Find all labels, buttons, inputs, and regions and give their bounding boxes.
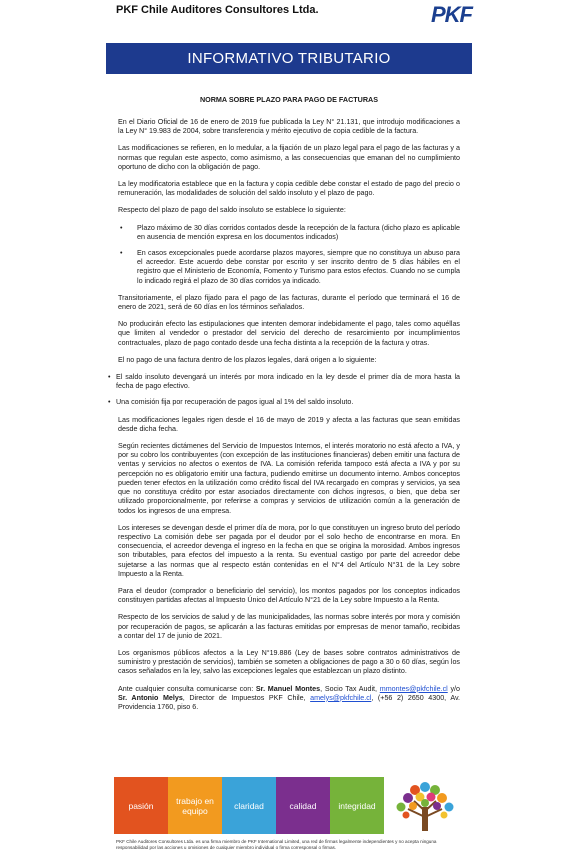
- email-link[interactable]: mmontes@pkfchile.cl: [379, 684, 448, 693]
- list-item: • El saldo insoluto devengará un interés por mora indicado en la ley desde el primer día de mora hasta la fecha de pago efectivo.: [108, 373, 460, 391]
- paragraph: Las modificaciones legales rigen desde el 16 de mayo de 2019 y afecta a las facturas que sean emitidas desde dicha fecha.: [118, 415, 460, 433]
- contact-name: Sr. Antonio Melys: [118, 693, 183, 702]
- value-quality: calidad: [276, 777, 330, 834]
- paragraph: Transitoriamente, el plazo fijado para el pago de las facturas, durante el período que terminará el 16 de enero de 2021, será de 60 días en los términos señalados.: [118, 293, 460, 312]
- paragraph: Respecto de los servicios de salud y de las municipalidades, las normas sobre interés por mora y comisión por recuperación de pagos, se aplicarán a las facturas emitidas por empresas de menor tamaño, recibidas a contar del 17 de junio de 2021.: [118, 613, 460, 640]
- contact-paragraph: Ante cualquier consulta comunicarse con: Sr. Manuel Montes, Socio Tax Audit, mmontes@pkfchile.cl y/o Sr. Antonio Melys, Director de Impuestos PKF Chile, amelys@pkfchile.cl, (+56 2) 2650 4300, Av. Providencia 1760, piso 6.: [118, 684, 460, 711]
- document-title: NORMA SOBRE PLAZO PARA PAGO DE FACTURAS: [199, 95, 379, 104]
- paragraph: En el Diario Oficial de 16 de enero de 2019 fue publicada la Ley N° 21.131, que introdujo modificaciones a la Ley N° 19.983 de 2004, sobre transferencia y mérito ejecutivo de copia cedible de la factura.: [118, 118, 460, 136]
- footer-disclaimer: PKF Chile Auditores Consultores Ltda. es una firma miembro de PKF International Limited, una red de firmas legalmente independientes y no acepta ninguna responsabilidad por las acciones u omisiones de cualquier miembro individual o firma corresponsal o firmas.: [116, 839, 437, 850]
- value-clarity: claridad: [222, 777, 276, 834]
- paragraph: Los organismos públicos afectos a la Ley N°19.886 (Ley de bases sobre contratos administrativos de suministro y prestación de servicios), también se someten a obligaciones de pago a 30 o 60 días, según los casos señalados en la ley, salvo las excepciones legales que establezcan un plazo distinto.: [118, 648, 460, 676]
- value-teamwork: trabajo en equipo: [168, 777, 222, 834]
- pkf-logo: PKF: [431, 2, 472, 27]
- paragraph: No producirán efecto las estipulaciones que intenten demorar indebidamente el pago, tales como aquéllas que limiten al vendedor o prestador del servicio del derecho de resarcimiento por incumplimientos contractuales, plazo de pago contado desde una fecha distinta a la recepción de la factura y otras.: [118, 320, 460, 347]
- contact-name: Sr. Manuel Montes: [255, 684, 321, 693]
- list-item: • En casos excepcionales puede acordarse plazos mayores, siempre que no constituya un abuso para el acreedor. Este acuerdo debe constar por escrito y ser inscrito dentro de 5 días hábiles en el registro que el Ministerio de Economía, Fomento y Turismo para estos efectos. Cuando no se cumpla lo indicado regirá el plazo de 30 días corridos ya indicado.: [118, 249, 460, 286]
- document-body: [118, 118, 460, 720]
- company-name: PKF Chile Auditores Consultores Ltda.: [116, 4, 319, 16]
- paragraph: Según recientes dictámenes del Servicio de Impuestos Internos, el interés moratorio no está afecto a IVA, y por su cobro los contribuyentes (con excepción de las instituciones financieras) deben emitir una factura de ventas y servicios no afectos o exentos de IVA. La comisión referida tampoco está afecta a IVA y por su percepción no es obligatorio emitir una factura, pudiendo emitirse un documento interno. Ambos conceptos pueden tener efectos en la utilización como crédito fiscal del IVA recargado en compras y servicios, ya sea que no constituya crédito por estar asociados directamente con dichos ingresos, o bien, que deba ser utilizado proporcionalmente, por referirse a compras y servicios de utilización común a la generación de todos los ingresos de una empresa.: [118, 442, 460, 515]
- paragraph: Las modificaciones se refieren, en lo medular, a la fijación de un plazo legal para el pago de las facturas y a normas que regulan este aspecto, como asimismo, a las consecuencias que emanan del no cumplimiento oportuno de dicho con la obligación de pago.: [118, 144, 460, 171]
- tree-area: [384, 777, 464, 834]
- values-bar: [114, 777, 464, 834]
- email-link[interactable]: amelys@pkfchile.cl: [310, 693, 372, 702]
- list-item: • Plazo máximo de 30 días corridos contados desde la recepción de la factura (dicho plazo es aplicable en ausencia de mención expresa en los documentos indicados): [118, 224, 460, 242]
- paragraph: Respecto del plazo de pago del saldo insoluto se establece lo siguiente:: [118, 206, 346, 215]
- value-passion: pasión: [114, 777, 168, 834]
- paragraph: La ley modificatoria establece que en la factura y copia cedible debe constar el estado de pago del precio o remuneración, las modalidades de solución del saldo insoluto y el plazo de pago.: [118, 180, 460, 198]
- document-page: [104, 0, 474, 866]
- paragraph: Para el deudor (comprador o beneficiario del servicio), los montos pagados por los conceptos indicados constituyen partidas afectas al Impuesto Único del Artículo N°21 de la Ley sobre Impuesto a la Renta.: [118, 586, 460, 605]
- payment-term-list: [118, 224, 460, 286]
- tree-logo-icon: [386, 777, 464, 834]
- value-integrity: integridad: [330, 777, 384, 834]
- consequence-list: [118, 373, 460, 408]
- paragraph: El no pago de una factura dentro de los plazos legales, dará origen a lo siguiente:: [118, 355, 377, 364]
- banner-title: INFORMATIVO TRIBUTARIO: [106, 43, 472, 74]
- list-item: • Una comisión fija por recuperación de pagos igual al 1% del saldo insoluto.: [108, 398, 460, 407]
- paragraph: Los intereses se devengan desde el primer día de mora, por lo que constituyen un ingreso bruto del período respectivo La comisión debe ser pagada por el deudor por el solo hecho de encontrarse en mora. En consecuencia, el acreedor devenga el ingreso en la fecha en que se origina la morosidad. Ambos ingresos son tributables, para efectos del impuesto a la renta. Su eventual castigo por parte del acreedor debe sujetarse a las normas que al respecto están contenidas en el N°4 del Artículo N°31 de la Ley sobre Impuesto a la Renta.: [118, 523, 460, 578]
